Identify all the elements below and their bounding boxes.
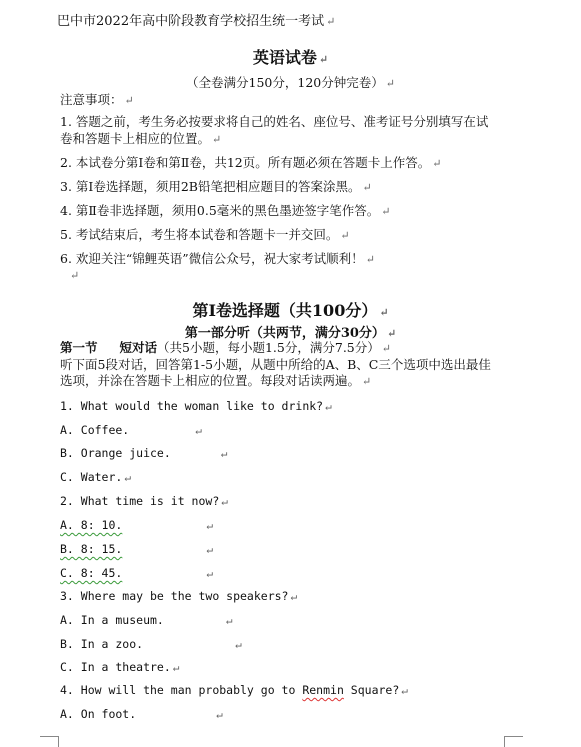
paragraph-mark-icon: ↵ <box>362 375 372 388</box>
paragraph-mark-icon: ↵ <box>318 53 329 66</box>
section-title <box>0 322 581 341</box>
paragraph-mark-icon: ↵ <box>221 495 228 508</box>
section-title-text: 第一部分听（共两节，满分30分） <box>184 326 385 341</box>
note-text: 4. 第Ⅱ卷非选择题，须用0.5毫米的黑色墨迹签字笔作答。 <box>60 203 380 218</box>
option-text: B. In a zoo. <box>60 637 144 651</box>
paragraph-mark-icon: ↵ <box>379 306 389 319</box>
q1-option-c <box>60 469 131 486</box>
notes-heading-text: 注意事项： <box>60 92 123 107</box>
spellcheck-word: Renmin <box>302 683 344 697</box>
q4-option-a <box>60 706 223 723</box>
subsection-info: （共5小题，每小题1.5分，满分7.5分） <box>157 340 380 355</box>
note-2 <box>60 155 441 172</box>
note-6 <box>60 251 375 268</box>
paragraph-mark-icon: ↵ <box>381 205 391 218</box>
paragraph-mark-icon: ↵ <box>432 157 442 170</box>
option-text: A. Coffee. <box>60 423 130 437</box>
note-text: 5. 考试结束后，考生将本试卷和答题卡一并交回。 <box>60 227 339 242</box>
paragraph-mark-icon: ↵ <box>386 327 397 340</box>
note-1a <box>60 114 488 130</box>
crop-mark-right <box>504 736 523 747</box>
doc-title-text: 英语试卷 <box>252 48 317 67</box>
note-text: 卷和答题卡上相应的位置。 <box>60 131 211 146</box>
part1-title-text: 第Ⅰ卷选择题（共100分） <box>192 301 378 320</box>
paragraph-mark-icon: ↵ <box>340 229 350 242</box>
question-2 <box>60 493 228 510</box>
note-5 <box>60 227 350 244</box>
paragraph-mark-icon: ↵ <box>206 519 213 532</box>
paragraph-mark-icon: ↵ <box>206 567 213 580</box>
note-4 <box>60 203 391 220</box>
paragraph-mark-icon: ↵ <box>206 543 213 556</box>
question-text: 2. What time is it now? <box>60 494 220 508</box>
note-text: 3. 第Ⅰ卷选择题，须用2B铅笔把相应题目的答案涂黑。 <box>60 179 361 194</box>
paragraph-mark-icon: ↵ <box>220 447 228 460</box>
option-text: A. In a museum. <box>60 613 164 627</box>
paragraph-mark-icon: ↵ <box>124 471 131 484</box>
crop-mark-left <box>40 736 59 747</box>
q1-option-b <box>60 445 227 462</box>
note-text: 1. 答题之前，考生务必按要求将自己的姓名、座位号、准考证号分别填写在试 <box>60 114 489 129</box>
paragraph-mark-icon: ↵ <box>326 15 336 28</box>
note-1b <box>60 131 221 148</box>
paragraph-mark-icon: ↵ <box>362 181 372 194</box>
paragraph-mark-icon: ↵ <box>385 77 395 90</box>
paragraph-mark-icon: ↵ <box>124 94 134 107</box>
paragraph-mark-icon: ↵ <box>70 269 80 282</box>
question-text: 1. What would the woman like to drink? <box>60 399 324 413</box>
notes-heading <box>60 92 134 109</box>
q2-option-a <box>60 517 213 534</box>
paragraph-mark-icon: ↵ <box>172 661 180 674</box>
question-text: 3. Where may be the two speakers? <box>60 589 289 603</box>
paragraph-mark-icon: ↵ <box>325 400 332 413</box>
q2-option-c <box>60 565 213 582</box>
doc-subtitle <box>0 73 581 91</box>
note-text: 2. 本试卷分第Ⅰ卷和第Ⅱ卷，共12页。所有题必须在答题卡上作答。 <box>60 155 431 170</box>
option-text: B. Orange juice. <box>60 446 171 460</box>
paragraph-mark-icon: ↵ <box>290 590 298 603</box>
paragraph-mark-icon: ↵ <box>381 342 391 355</box>
q3-option-a <box>60 612 232 629</box>
question-3 <box>60 588 297 605</box>
option-text: A. 8: 10. <box>60 518 123 532</box>
instructions-text: 听下面5段对话，回答第1-5小题，从题中所给的A、B、C三个选项中选出最佳 <box>60 357 491 372</box>
doc-subtitle-text: （全卷满分150分，120分钟完卷） <box>186 75 384 90</box>
paragraph-mark-icon: ↵ <box>195 424 202 437</box>
note-text: 6. 欢迎关注“锦鲤英语”微信公众号，祝大家考试顺利！ <box>60 251 364 266</box>
subsection-name: 短对话 <box>119 340 158 355</box>
question-text: 4. How will the man probably go to Renmin Square? <box>60 683 400 697</box>
option-text: C. Water. <box>60 470 123 484</box>
subsection-heading <box>60 340 391 357</box>
exam-header-text: 巴中市2022年高中阶段教育学校招生统一考试 <box>57 14 325 29</box>
subsection-label: 第一节 <box>60 340 98 355</box>
question-1 <box>60 398 332 415</box>
note-3 <box>60 179 372 196</box>
option-text: C. 8: 45. <box>60 566 123 580</box>
instructions-line-2 <box>60 373 371 390</box>
q1-option-a <box>60 422 202 439</box>
paragraph-mark-icon: ↵ <box>235 638 242 651</box>
empty-paragraph <box>68 267 79 284</box>
paragraph-mark-icon: ↵ <box>216 708 223 721</box>
part1-title <box>0 298 581 321</box>
exam-header <box>57 14 335 30</box>
q3-option-c <box>60 659 179 676</box>
instructions-text: 选项，并涂在答题卡上相应的位置。每段对话读两遍。 <box>60 373 361 388</box>
paragraph-mark-icon: ↵ <box>212 133 222 146</box>
question-4 <box>60 682 408 699</box>
instructions-line-1 <box>60 357 491 373</box>
option-text: C. In a theatre. <box>60 660 171 674</box>
paragraph-mark-icon: ↵ <box>225 614 233 627</box>
q3-option-b <box>60 636 242 653</box>
option-text: B. 8: 15. <box>60 542 123 556</box>
paragraph-mark-icon: ↵ <box>365 253 375 266</box>
paragraph-mark-icon: ↵ <box>401 684 408 697</box>
q2-option-b <box>60 541 213 558</box>
doc-title <box>0 45 581 68</box>
option-text: A. On foot. <box>60 707 137 721</box>
